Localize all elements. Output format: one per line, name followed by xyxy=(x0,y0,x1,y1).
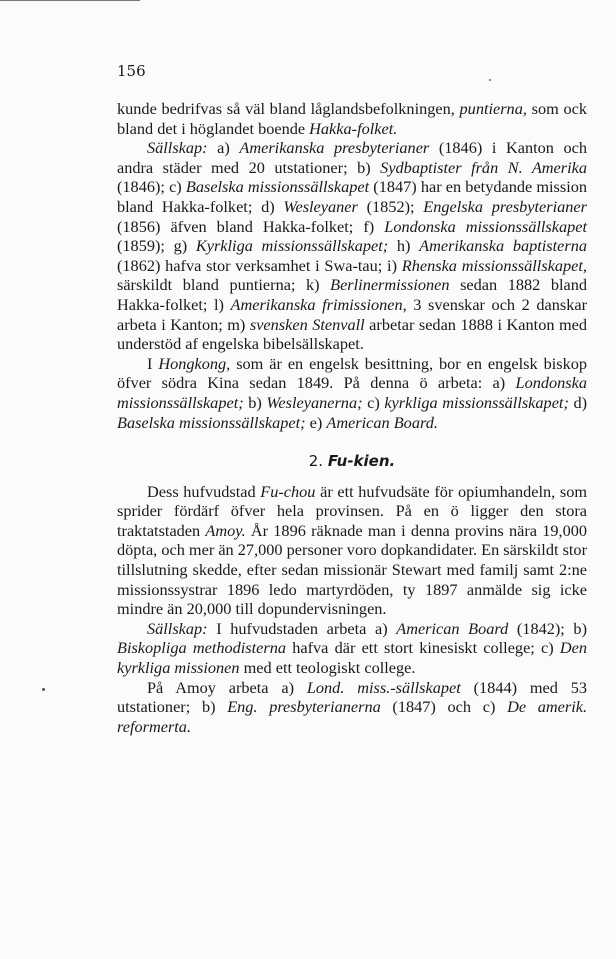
italic-run: Den kyrkliga missionen xyxy=(117,638,588,678)
text-run: (1847) och c) xyxy=(380,697,508,717)
top-rule xyxy=(0,0,140,1)
text-run: med ett teologiskt college. xyxy=(239,658,416,678)
italic-run: Kyrkliga missionssällskapet; xyxy=(195,236,389,256)
paragraph xyxy=(117,99,587,138)
section-number: 2. xyxy=(308,452,324,471)
italic-run: Londonska missionssällskapet xyxy=(384,216,587,236)
italic-run: Biskopliga methodisterna xyxy=(117,638,287,658)
paragraph xyxy=(117,678,587,737)
page-number: 156 xyxy=(117,62,146,80)
italic-run: American Board. xyxy=(326,412,438,432)
text-run: h) xyxy=(388,236,420,256)
italic-run: Hongkong, xyxy=(158,353,231,373)
text-run: (1862) hafva stor verksamhet i Swa-tau; i) xyxy=(117,255,402,275)
text-run: År 1896 räknade man i denna provins nära 19,000 döpta, och mer än 27,000 personer voro dopkandidater. En särskildt stor tillslutning skedde, efter sedan missionär Stewart med familj samt 2:ne missionssystrar 1896 ledo martyrdöden, ty 1897 anmälde sig icke mindre än 20,000 till dopundervisningen. xyxy=(117,520,587,619)
text-run: som är en engelsk besittning, bor en engelsk biskop öfver södra Kina sedan 1849. På denna ö arbeta: a) xyxy=(117,353,587,393)
paragraph xyxy=(117,354,587,432)
text-run: (1846) i Kanton och andra städer med 20 utstationer; b) xyxy=(117,138,587,177)
italic-run: Baselska missionssällskapet xyxy=(185,177,370,197)
text-run: a) xyxy=(207,138,240,158)
paragraph xyxy=(117,619,587,678)
text-run: är ett hufvudsäte för opiumhandeln, som sprider fördärf öfver hela provinsen. På en ö ligger den stora traktatstaden xyxy=(117,481,587,540)
text-run: arbetar sedan 1888 i Kanton med understöd af engelska bibelsällskapet. xyxy=(117,314,588,354)
section-heading xyxy=(117,452,587,472)
paragraph xyxy=(117,482,587,619)
italic-run: Amoy. xyxy=(205,520,246,540)
text-run: På Amoy arbeta a) xyxy=(147,677,307,697)
text-run: , som ock bland det i höglandet boende xyxy=(117,99,587,138)
italic-run: Sydbaptister från N. Amerika xyxy=(380,157,588,177)
italic-run: puntierna xyxy=(459,99,523,118)
italic-run: Wesleyanerna; xyxy=(266,392,363,412)
italic-run: American Board xyxy=(396,618,509,638)
italic-run: Amerikanska baptisterna xyxy=(419,236,588,256)
text-run: I hufvudstaden arbeta a) xyxy=(207,618,397,638)
paragraph xyxy=(117,138,587,354)
italic-run: Engelska presbyterianer xyxy=(423,196,587,216)
text-run: hafva där ett stort kinesiskt college; c) xyxy=(286,638,560,658)
text-run: (1856) äfven bland Hakka-folket; f) xyxy=(117,216,385,236)
text-run: (1842); b) xyxy=(508,618,587,638)
text-run: Dess hufvudstad xyxy=(147,481,261,501)
text-run: c) xyxy=(362,392,385,412)
section-title: Fu-kien. xyxy=(327,452,396,471)
text-run: (1847) har en betydande mission bland Hakka-folket; d) xyxy=(117,177,588,216)
italic-run: Baselska missionssällskapet; xyxy=(117,412,306,432)
text-run: särskildt bland puntierna; k) xyxy=(117,275,331,295)
italic-run: kyrkliga missionssällskapet; xyxy=(384,392,569,412)
text-run: 3 svenskar och 2 danskar arbeta i Kanton; m) xyxy=(117,294,588,334)
italic-run: Rhenska missionssällskapet, xyxy=(401,255,587,275)
speck xyxy=(489,79,491,81)
text-run: b) xyxy=(243,392,267,412)
italic-run: De amerik. reformerta. xyxy=(117,697,588,736)
italic-run: Sällskap: xyxy=(147,618,208,638)
italic-run: Fu-chou xyxy=(260,481,316,501)
italic-run: Sällskap: xyxy=(147,138,208,158)
text-run: (1846); c) xyxy=(117,177,186,197)
page-body xyxy=(117,99,587,736)
text-run: e) xyxy=(305,412,327,432)
text-run: I xyxy=(147,353,159,373)
text-run: d) xyxy=(568,392,588,412)
italic-run: Hakka-folket. xyxy=(309,118,398,138)
italic-run: Amerikanska frimissionen, xyxy=(230,294,407,314)
text-run: sedan 1882 bland Hakka-folket; l) xyxy=(117,275,587,314)
italic-run: Wesleyaner xyxy=(283,196,358,216)
speck xyxy=(42,688,45,691)
italic-run: Amerikanska presbyterianer xyxy=(239,138,430,158)
text-run: kunde bedrifvas så väl bland låglandsbefolkningen, xyxy=(117,99,460,118)
text-run: (1852); xyxy=(357,196,424,216)
italic-run: Lond. miss.-sällskapet xyxy=(306,677,461,697)
text-run: (1844) med 53 utstationer; b) xyxy=(117,677,587,717)
italic-run: Eng. presbyterianerna xyxy=(227,697,381,717)
text-run: (1859); g) xyxy=(117,236,196,256)
italic-run: svensken Stenvall xyxy=(249,314,365,334)
italic-run: Berlinermissionen xyxy=(330,275,450,295)
italic-run: Londonska missionssällskapet; xyxy=(117,373,587,412)
